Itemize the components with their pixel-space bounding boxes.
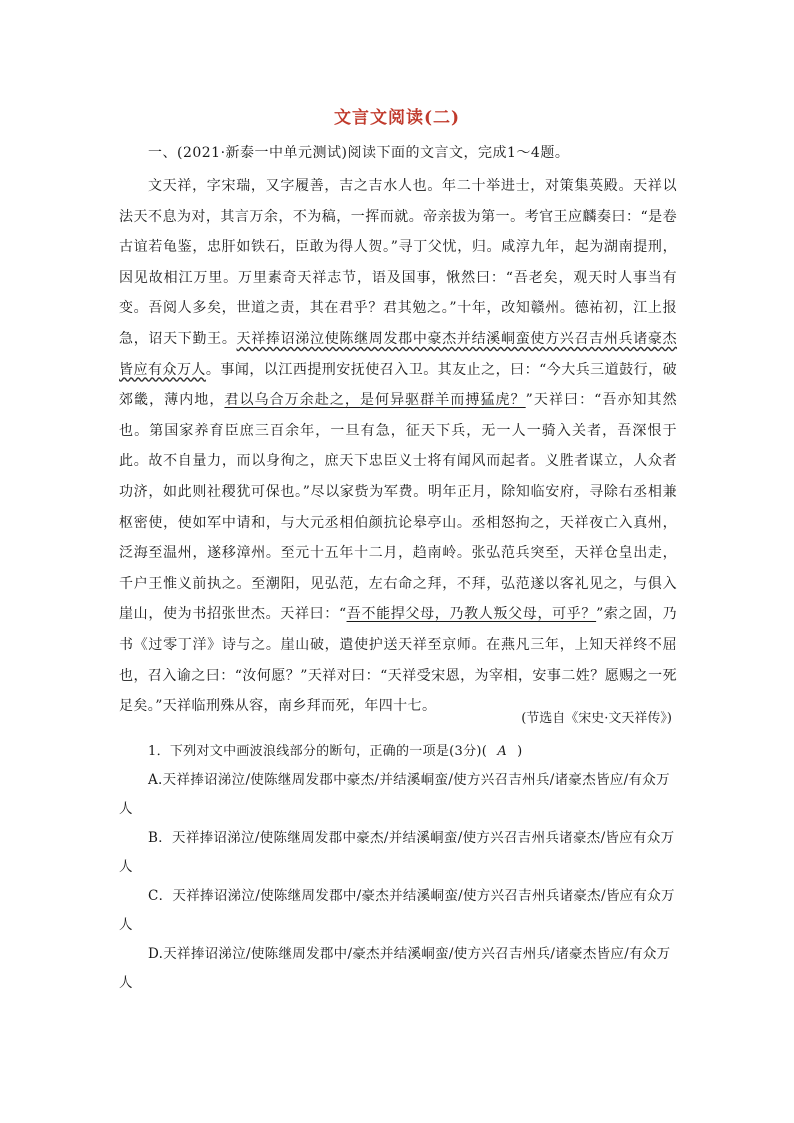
passage-text-1: 文天祥，字宋瑞，又字履善，吉之吉水人也。年二十举进士，对策集英殿。天祥以法天不息为对，其言万余，不为稿，一挥而就。帝亲拔为第一。考官王应麟奏曰：“是卷古谊若龟鉴，忠肝如铁石，臣敢为得人贺。”寻丁父忧，归。咸淳九年，起为湖南提刑，因见故相江万里。万里素奇天祥志节，语及国事，愀然曰：“吾老矣，观天时人事当有变。吾阅人多矣，世道之责，其在君乎？君其勉之。”十年，改知赣州。德祐初，江上报急，诏天下勤王。: [119, 178, 677, 347]
option-d: D.天祥捧诏涕泣/使陈继周发郡中/豪杰并结溪峒蛮/使方兴召吉州兵/诸豪杰皆应/有众万人: [119, 946, 671, 991]
classical-passage: [119, 171, 677, 722]
question-1-close: ): [517, 744, 523, 759]
option-c: C．天祥捧诏涕泣/使陈继周发郡中/豪杰并结溪峒蛮/使方兴召吉州兵诸豪杰/皆应有众万人: [119, 888, 675, 933]
option-b: B．天祥捧诏涕泣/使陈继周发郡中豪杰/并结溪峒蛮/使方兴召吉州兵诸豪杰/皆应有众万人: [119, 830, 675, 875]
wavy-underlined-sentence: 天祥捧诏涕泣使陈继周发郡中豪杰并结溪峒蛮使方兴召吉州兵诸豪杰皆应有众万人: [119, 330, 678, 378]
page-title: 文言文阅读(二): [333, 108, 461, 128]
underlined-sentence-1: 君以乌合万余赴之，是何异驱群羊而搏猛虎？: [224, 392, 526, 409]
passage-text-3: ”天祥曰：“吾亦知其然也。第国家养育臣庶三百余年，一旦有急，征天下兵，无一人一骑入关者，吾深恨于此。故不自量力，而以身徇之，庶天下忠臣义士将有闻风而起者。义胜者谋立，人众者功济，如此则社稷犹可保也。”尽以家赀为军费。明年正月，除知临安府，寻除右丞相兼枢密使，使如军中请和，与大元丞相伯颜抗论皋亭山。丞相怒拘之，天祥夜亡入真州，泛海至温州，遂移漳州。至元十五年十二月，趋南岭。张弘范兵突至，天祥仓皇出走，千户王惟义前执之。至潮阳，见弘范，左右命之拜，不拜，弘范遂以客礼见之，与俱入崖山，使为书招张世杰。天祥曰：“: [119, 392, 677, 623]
passage-paragraph: [119, 171, 677, 722]
source-citation: (节选自《宋史·文天祥传》): [521, 711, 672, 726]
underlined-sentence-2: 吾不能捍父母，乃教人叛父母，可乎？: [346, 606, 597, 623]
question-1-stem: 1．下列对文中画波浪线部分的断句，正确的一项是(3分)(: [148, 744, 488, 759]
passage-text-2: 。事闻，以江西提刑安抚使召入卫。其友止之，曰：“今大兵三道鼓行，破郊畿，薄内地，: [119, 361, 678, 409]
question-1-answer: A: [497, 744, 508, 759]
question-intro: 一、(2021·新泰一中单元测试)阅读下面的文言文，完成1～4题。: [148, 145, 570, 161]
option-a: A.天祥捧诏涕泣/使陈继周发郡中豪杰/并结溪峒蛮/使方兴召吉州兵/诸豪杰皆应/有众万人: [119, 772, 670, 817]
question-1: [148, 740, 523, 759]
question-1-options: [119, 766, 677, 998]
passage-text-4: ”索之固，乃书《过零丁洋》诗与之。崖山破，遣使护送天祥至京师。在燕凡三年，上知天祥终不屈也，召入谕之曰：“汝何愿？”天祥对曰：“天祥受宋恩，为宰相，安事二姓？愿赐之一死足矣。”天祥临刑殊从容，南乡拜而死，年四十七。: [119, 606, 677, 715]
